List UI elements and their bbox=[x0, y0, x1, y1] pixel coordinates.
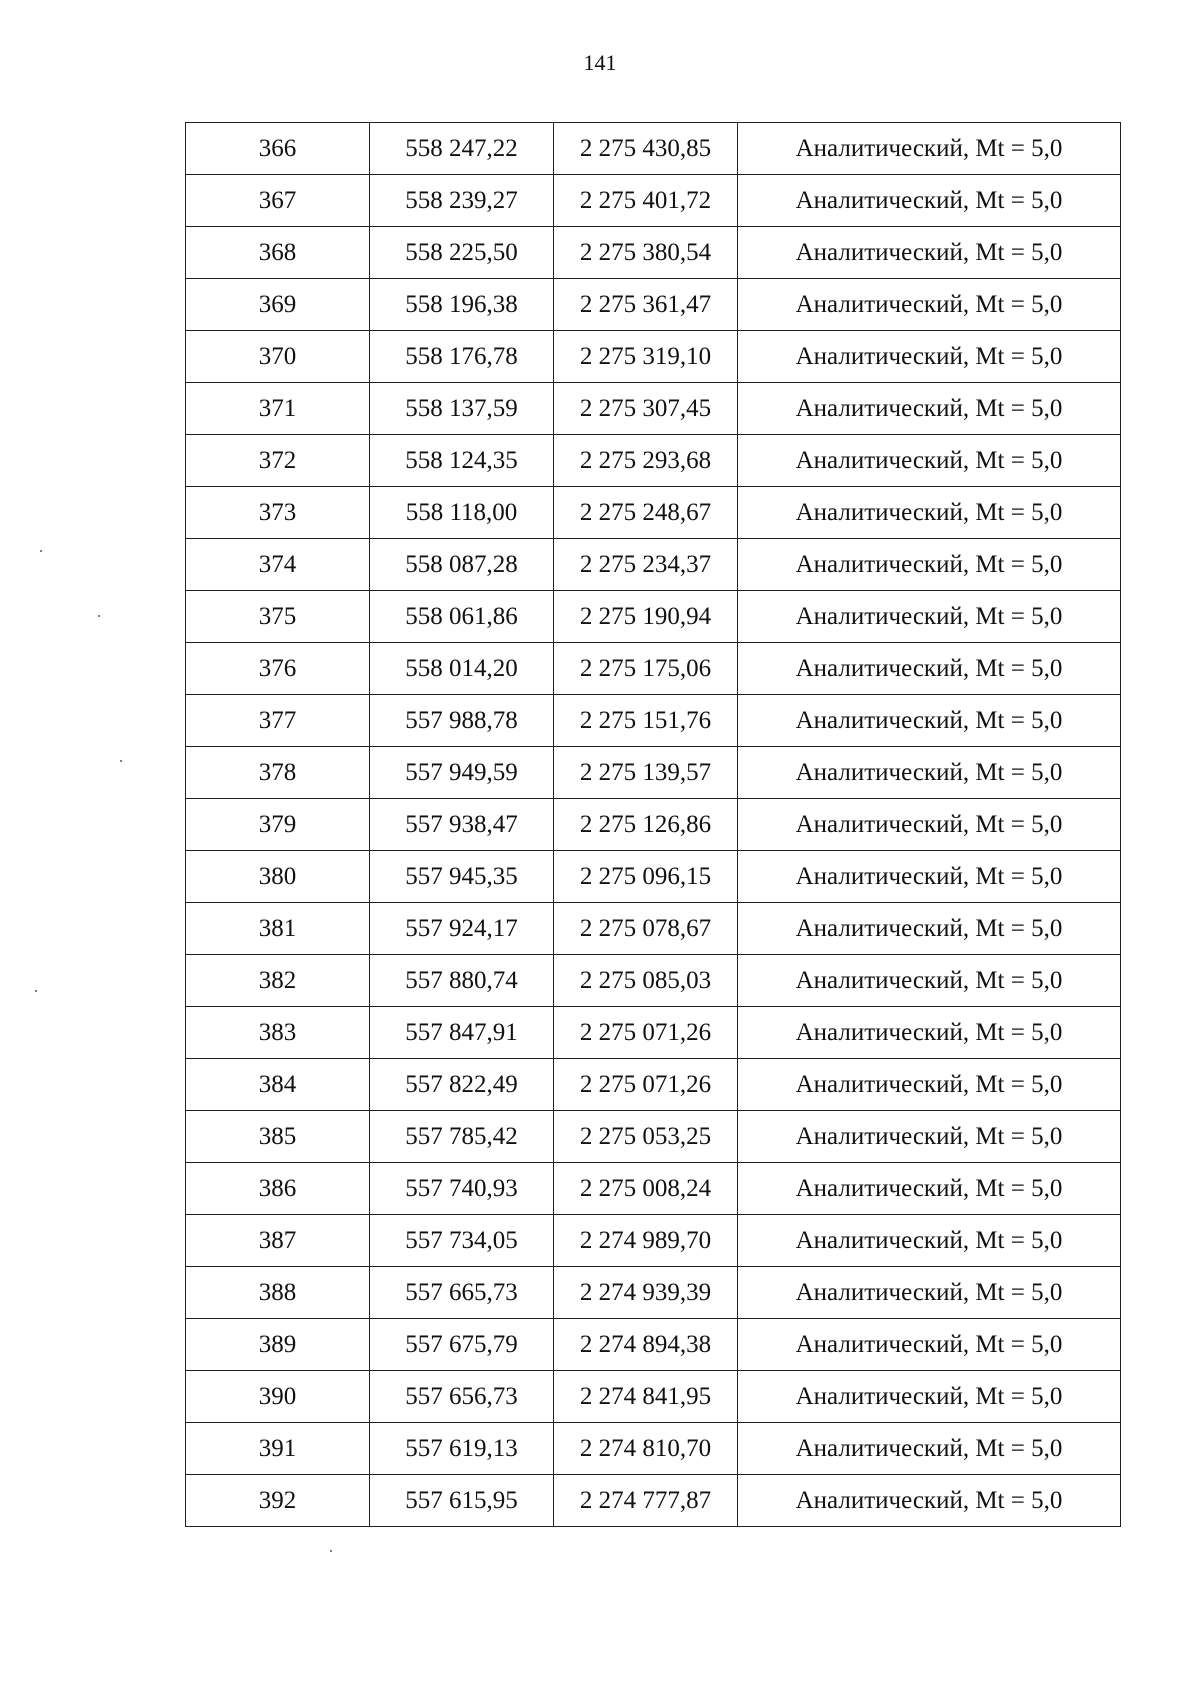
method-cell: Аналитический, Mt = 5,0 bbox=[738, 747, 1121, 799]
table-row bbox=[186, 1111, 1121, 1163]
point-number-cell: 380 bbox=[186, 851, 370, 903]
point-number-cell: 369 bbox=[186, 279, 370, 331]
point-number-cell: 376 bbox=[186, 643, 370, 695]
x-coordinate-cell: 557 785,42 bbox=[370, 1111, 554, 1163]
x-coordinate-cell: 558 118,00 bbox=[370, 487, 554, 539]
y-coordinate-cell: 2 275 151,76 bbox=[554, 695, 738, 747]
point-number-cell: 371 bbox=[186, 383, 370, 435]
x-coordinate-cell: 558 225,50 bbox=[370, 227, 554, 279]
x-coordinate-cell: 557 740,93 bbox=[370, 1163, 554, 1215]
x-coordinate-cell: 558 087,28 bbox=[370, 539, 554, 591]
table-row bbox=[186, 1059, 1121, 1111]
y-coordinate-cell: 2 275 401,72 bbox=[554, 175, 738, 227]
x-coordinate-cell: 557 822,49 bbox=[370, 1059, 554, 1111]
table-row bbox=[186, 1319, 1121, 1371]
y-coordinate-cell: 2 275 096,15 bbox=[554, 851, 738, 903]
table-body bbox=[186, 123, 1121, 1527]
method-cell: Аналитический, Mt = 5,0 bbox=[738, 175, 1121, 227]
x-coordinate-cell: 557 924,17 bbox=[370, 903, 554, 955]
scan-speck bbox=[40, 550, 42, 552]
scan-speck bbox=[98, 615, 100, 617]
point-number-cell: 386 bbox=[186, 1163, 370, 1215]
method-cell: Аналитический, Mt = 5,0 bbox=[738, 1007, 1121, 1059]
table-row bbox=[186, 591, 1121, 643]
method-cell: Аналитический, Mt = 5,0 bbox=[738, 955, 1121, 1007]
y-coordinate-cell: 2 274 894,38 bbox=[554, 1319, 738, 1371]
table-row bbox=[186, 435, 1121, 487]
method-cell: Аналитический, Mt = 5,0 bbox=[738, 591, 1121, 643]
method-cell: Аналитический, Mt = 5,0 bbox=[738, 851, 1121, 903]
x-coordinate-cell: 557 988,78 bbox=[370, 695, 554, 747]
table-row bbox=[186, 383, 1121, 435]
table-row bbox=[186, 279, 1121, 331]
y-coordinate-cell: 2 275 139,57 bbox=[554, 747, 738, 799]
table-row bbox=[186, 1475, 1121, 1527]
method-cell: Аналитический, Mt = 5,0 bbox=[738, 695, 1121, 747]
x-coordinate-cell: 557 656,73 bbox=[370, 1371, 554, 1423]
y-coordinate-cell: 2 275 319,10 bbox=[554, 331, 738, 383]
table-row bbox=[186, 903, 1121, 955]
point-number-cell: 382 bbox=[186, 955, 370, 1007]
x-coordinate-cell: 558 176,78 bbox=[370, 331, 554, 383]
point-number-cell: 384 bbox=[186, 1059, 370, 1111]
y-coordinate-cell: 2 274 989,70 bbox=[554, 1215, 738, 1267]
y-coordinate-cell: 2 275 126,86 bbox=[554, 799, 738, 851]
table-row bbox=[186, 1215, 1121, 1267]
method-cell: Аналитический, Mt = 5,0 bbox=[738, 1111, 1121, 1163]
table-row bbox=[186, 799, 1121, 851]
point-number-cell: 368 bbox=[186, 227, 370, 279]
scan-speck bbox=[330, 1550, 332, 1552]
table-row bbox=[186, 643, 1121, 695]
y-coordinate-cell: 2 274 939,39 bbox=[554, 1267, 738, 1319]
point-number-cell: 373 bbox=[186, 487, 370, 539]
y-coordinate-cell: 2 275 248,67 bbox=[554, 487, 738, 539]
point-number-cell: 389 bbox=[186, 1319, 370, 1371]
x-coordinate-cell: 558 196,38 bbox=[370, 279, 554, 331]
table-row bbox=[186, 1371, 1121, 1423]
point-number-cell: 375 bbox=[186, 591, 370, 643]
x-coordinate-cell: 557 675,79 bbox=[370, 1319, 554, 1371]
method-cell: Аналитический, Mt = 5,0 bbox=[738, 539, 1121, 591]
table-row bbox=[186, 1423, 1121, 1475]
x-coordinate-cell: 558 239,27 bbox=[370, 175, 554, 227]
y-coordinate-cell: 2 275 078,67 bbox=[554, 903, 738, 955]
table-row bbox=[186, 1007, 1121, 1059]
table-row bbox=[186, 747, 1121, 799]
method-cell: Аналитический, Mt = 5,0 bbox=[738, 1423, 1121, 1475]
x-coordinate-cell: 558 061,86 bbox=[370, 591, 554, 643]
point-number-cell: 377 bbox=[186, 695, 370, 747]
x-coordinate-cell: 557 619,13 bbox=[370, 1423, 554, 1475]
method-cell: Аналитический, Mt = 5,0 bbox=[738, 1215, 1121, 1267]
point-number-cell: 388 bbox=[186, 1267, 370, 1319]
table-row bbox=[186, 227, 1121, 279]
y-coordinate-cell: 2 275 234,37 bbox=[554, 539, 738, 591]
y-coordinate-cell: 2 274 777,87 bbox=[554, 1475, 738, 1527]
x-coordinate-cell: 557 847,91 bbox=[370, 1007, 554, 1059]
point-number-cell: 378 bbox=[186, 747, 370, 799]
x-coordinate-cell: 557 938,47 bbox=[370, 799, 554, 851]
point-number-cell: 366 bbox=[186, 123, 370, 175]
x-coordinate-cell: 557 949,59 bbox=[370, 747, 554, 799]
method-cell: Аналитический, Mt = 5,0 bbox=[738, 1267, 1121, 1319]
x-coordinate-cell: 558 124,35 bbox=[370, 435, 554, 487]
x-coordinate-cell: 558 247,22 bbox=[370, 123, 554, 175]
method-cell: Аналитический, Mt = 5,0 bbox=[738, 383, 1121, 435]
method-cell: Аналитический, Mt = 5,0 bbox=[738, 1059, 1121, 1111]
table-row bbox=[186, 695, 1121, 747]
point-number-cell: 381 bbox=[186, 903, 370, 955]
page-number: 141 bbox=[583, 50, 617, 75]
table-row bbox=[186, 331, 1121, 383]
x-coordinate-cell: 557 665,73 bbox=[370, 1267, 554, 1319]
table-row bbox=[186, 539, 1121, 591]
table-row bbox=[186, 175, 1121, 227]
scan-speck bbox=[35, 990, 37, 992]
x-coordinate-cell: 557 945,35 bbox=[370, 851, 554, 903]
point-number-cell: 392 bbox=[186, 1475, 370, 1527]
table-row bbox=[186, 487, 1121, 539]
method-cell: Аналитический, Mt = 5,0 bbox=[738, 643, 1121, 695]
x-coordinate-cell: 558 014,20 bbox=[370, 643, 554, 695]
point-number-cell: 367 bbox=[186, 175, 370, 227]
method-cell: Аналитический, Mt = 5,0 bbox=[738, 227, 1121, 279]
point-number-cell: 385 bbox=[186, 1111, 370, 1163]
method-cell: Аналитический, Mt = 5,0 bbox=[738, 1475, 1121, 1527]
y-coordinate-cell: 2 275 071,26 bbox=[554, 1007, 738, 1059]
point-number-cell: 391 bbox=[186, 1423, 370, 1475]
point-number-cell: 379 bbox=[186, 799, 370, 851]
method-cell: Аналитический, Mt = 5,0 bbox=[738, 1319, 1121, 1371]
method-cell: Аналитический, Mt = 5,0 bbox=[738, 331, 1121, 383]
point-number-cell: 390 bbox=[186, 1371, 370, 1423]
y-coordinate-cell: 2 275 380,54 bbox=[554, 227, 738, 279]
x-coordinate-cell: 557 880,74 bbox=[370, 955, 554, 1007]
y-coordinate-cell: 2 275 053,25 bbox=[554, 1111, 738, 1163]
table-row bbox=[186, 955, 1121, 1007]
y-coordinate-cell: 2 275 361,47 bbox=[554, 279, 738, 331]
y-coordinate-cell: 2 275 430,85 bbox=[554, 123, 738, 175]
method-cell: Аналитический, Mt = 5,0 bbox=[738, 435, 1121, 487]
method-cell: Аналитический, Mt = 5,0 bbox=[738, 1371, 1121, 1423]
method-cell: Аналитический, Mt = 5,0 bbox=[738, 799, 1121, 851]
point-number-cell: 387 bbox=[186, 1215, 370, 1267]
y-coordinate-cell: 2 275 071,26 bbox=[554, 1059, 738, 1111]
table-row bbox=[186, 851, 1121, 903]
point-number-cell: 374 bbox=[186, 539, 370, 591]
y-coordinate-cell: 2 275 175,06 bbox=[554, 643, 738, 695]
y-coordinate-cell: 2 274 841,95 bbox=[554, 1371, 738, 1423]
method-cell: Аналитический, Mt = 5,0 bbox=[738, 279, 1121, 331]
y-coordinate-cell: 2 274 810,70 bbox=[554, 1423, 738, 1475]
table-row bbox=[186, 1267, 1121, 1319]
x-coordinate-cell: 558 137,59 bbox=[370, 383, 554, 435]
y-coordinate-cell: 2 275 008,24 bbox=[554, 1163, 738, 1215]
point-number-cell: 372 bbox=[186, 435, 370, 487]
method-cell: Аналитический, Mt = 5,0 bbox=[738, 903, 1121, 955]
table-row bbox=[186, 1163, 1121, 1215]
x-coordinate-cell: 557 734,05 bbox=[370, 1215, 554, 1267]
table-row bbox=[186, 123, 1121, 175]
x-coordinate-cell: 557 615,95 bbox=[370, 1475, 554, 1527]
y-coordinate-cell: 2 275 293,68 bbox=[554, 435, 738, 487]
method-cell: Аналитический, Mt = 5,0 bbox=[738, 487, 1121, 539]
point-number-cell: 383 bbox=[186, 1007, 370, 1059]
coordinates-table bbox=[185, 122, 1121, 1527]
method-cell: Аналитический, Mt = 5,0 bbox=[738, 123, 1121, 175]
scan-speck bbox=[120, 760, 122, 762]
y-coordinate-cell: 2 275 307,45 bbox=[554, 383, 738, 435]
method-cell: Аналитический, Mt = 5,0 bbox=[738, 1163, 1121, 1215]
point-number-cell: 370 bbox=[186, 331, 370, 383]
y-coordinate-cell: 2 275 190,94 bbox=[554, 591, 738, 643]
y-coordinate-cell: 2 275 085,03 bbox=[554, 955, 738, 1007]
